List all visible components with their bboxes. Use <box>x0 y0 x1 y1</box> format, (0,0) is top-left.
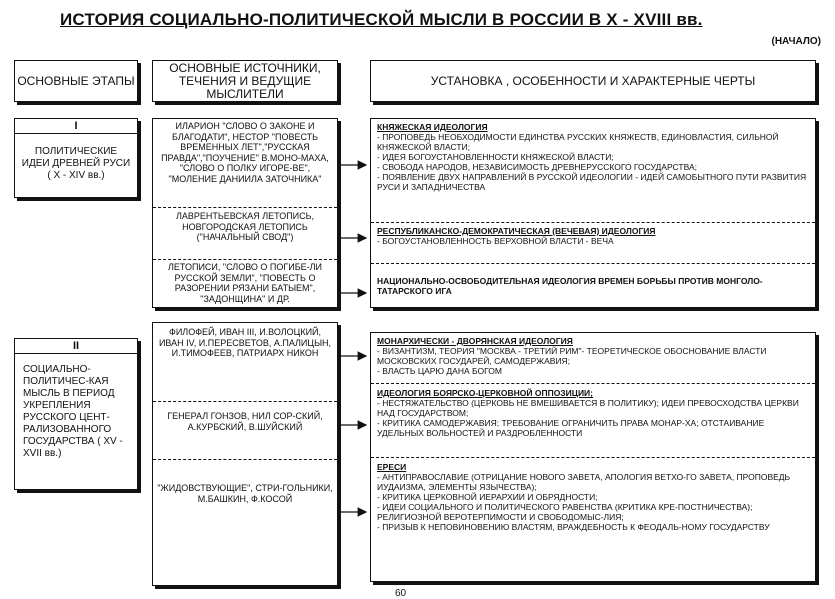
header-sources: ОСНОВНЫЕ ИСТОЧНИКИ, ТЕЧЕНИЯ И ВЕДУЩИЕ МЫСЛИТЕЛИ <box>152 60 338 102</box>
page-subtitle: (НАЧАЛО) <box>771 36 821 47</box>
page-number: 60 <box>395 588 407 599</box>
feature-heading: ИДЕОЛОГИЯ БОЯРСКО-ЦЕРКОВНОЙ ОППОЗИЦИИ; <box>377 388 593 398</box>
source-item: ФИЛОФЕЙ, ИВАН III, И.ВОЛОЦКИЙ, ИВАН IV, И.ПЕРЕСВЕТОВ, А.ПАЛИЦЫН, И.ТИМОФЕЕВ, ПАТРИАРХ НИКОН <box>158 327 332 358</box>
source-item: ИЛАРИОН "СЛОВО О ЗАКОНЕ И БЛАГОДАТИ", НЕСТОР "ПОВЕСТЬ ВРЕМЕННЫХ ЛЕТ","РУССКАЯ ПРАВДА","ПОУЧЕНИЕ" В.МОНО-МАХА, "СЛОВО О ПОЛКУ ИГОРЕ-ВЕ", "МОЛЕНИЕ ДАНИИЛА ЗАТОЧНИКА" <box>161 121 329 184</box>
feature-body: - БОГОУСТАНОВЛЕННОСТЬ ВЕРХОВНОЙ ВЛАСТИ - ВЕЧА <box>377 236 614 246</box>
feature-heading: МОНАРХИЧЕСКИ - ДВОРЯНСКАЯ ИДЕОЛОГИЯ <box>377 336 573 346</box>
feature-body: - ПРОПОВЕДЬ НЕОБХОДИМОСТИ ЕДИНСТВА РУССКИХ КНЯЖЕСТВ, ЕДИНОВЛАСТИЯ, СИЛЬНОЙ КНЯЖЕСКОЙ ВЛАСТИ; - ИДЕЯ БОГОУСТАНОВЛЕННОСТИ КНЯЖЕСКОЙ ВЛАСТИ; - СВОБОДА НАРОДОВ, НЕЗАВИСИМОСТЬ ДРЕВНЕРУССКОГО ГОСУДАРСТВА; - ПОЯВЛЕНИЕ ДВУХ НАПРАВЛЕНИЙ В РУССКОЙ ИДЕОЛОГИИ - ИДЕЙ САМОБЫТНОГО ПУТИ РАЗВИТИЯ РУСИ И ЗАПАДНИЧЕСТВА <box>377 132 807 192</box>
stage-1-text: ПОЛИТИЧЕСКИЕ ИДЕИ ДРЕВНЕЙ РУСИ ( X - XIV вв.) <box>21 146 131 181</box>
source-item: "ЖИДОВСТВУЮЩИЕ", СТРИ-ГОЛЬНИКИ, М.БАШКИН, Ф.КОСОЙ <box>157 483 333 504</box>
source-item: ЛЕТОПИСИ, "СЛОВО О ПОГИБЕ-ЛИ РУССКОЙ ЗЕМЛИ", "ПОВЕСТЬ О РАЗОРЕНИИ РЯЗАНИ БАТЫЕМ", "ЗАДОНЩИНА" И ДР. <box>167 262 322 304</box>
stage-2-number: II <box>15 339 137 354</box>
feature-body: НАЦИОНАЛЬНО-ОСВОБОДИТЕЛЬНАЯ ИДЕОЛОГИЯ ВРЕМЕН БОРЬБЫ ПРОТИВ МОНГОЛО-ТАТАРСКОГО ИГА <box>377 276 763 296</box>
feature-heading: КНЯЖЕСКАЯ ИДЕОЛОГИЯ <box>377 122 488 132</box>
stage-2-text: СОЦИАЛЬНО-ПОЛИТИЧЕС-КАЯ МЫСЛЬ В ПЕРИОД УКРЕПЛЕНИЯ РУССКОГО ЦЕНТ-РАЛИЗОВАННОГО ГОСУДАРСТВА ( XV - XVII вв.) <box>23 364 123 459</box>
feature-heading: ЕРЕСИ <box>377 462 407 472</box>
source-item: ГЕНЕРАЛ ГОНЗОВ, НИЛ СОР-СКИЙ, А.КУРБСКИЙ, В.ШУЙСКИЙ <box>167 411 323 432</box>
page-title: ИСТОРИЯ СОЦИАЛЬНО-ПОЛИТИЧЕСКОЙ МЫСЛИ В РОССИИ В X - XVIII вв. <box>60 10 703 29</box>
stage-1-number: I <box>15 119 137 134</box>
feature-body: - АНТИПРАВОСЛАВИЕ (ОТРИЦАНИЕ НОВОГО ЗАВЕТА, АПОЛОГИЯ ВЕТХО-ГО ЗАВЕТА, ПРОПОВЕДЬ ИУДАИЗМА, ЭЛЕМЕНТЫ ЯЗЫЧЕСТВА); - КРИТИКА ЦЕРКОВНОЙ ИЕРАРХИИ И ОБРЯДНОСТИ; - ИДЕИ СОЦИАЛЬНОГО И ПОЛИТИЧЕСКОГО РАВЕНСТВА (КРИТИКА КРЕ-ПОСТНИЧЕСТВА); РЕЛИГИОЗНОЙ ВЕРОТЕРПИМОСТИ И СВОБОДОМЫС-ЛИЯ; - ПРИЗЫВ К НЕПОВИНОВЕНИЮ ВЛАСТЯМ, ВРАЖДЕБНОСТЬ К ФЕОДАЛЬ-НОМУ ГОСУДАРСТВУ <box>377 472 791 532</box>
feature-heading: РЕСПУБЛИКАНСКО-ДЕМОКРАТИЧЕСКАЯ (ВЕЧЕВАЯ) ИДЕОЛОГИЯ <box>377 226 656 236</box>
feature-body: - ВИЗАНТИЗМ, ТЕОРИЯ "МОСКВА - ТРЕТИЙ РИМ"- ТЕОРЕТИЧЕСКОЕ ОБОСНОВАНИЕ ВЛАСТИ МОСКОВСКИХ ГОСУДАРЕЙ, САМОДЕРЖАВИЯ; - ВЛАСТЬ ЦАРЮ ДАНА БОГОМ <box>377 346 767 376</box>
header-stages: ОСНОВНЫЕ ЭТАПЫ <box>14 60 138 102</box>
header-features: УСТАНОВКА , ОСОБЕННОСТИ И ХАРАКТЕРНЫЕ ЧЕРТЫ <box>370 60 816 102</box>
feature-body: - НЕСТЯЖАТЕЛЬСТВО (ЦЕРКОВЬ НЕ ВМЕШИВАЕТСЯ В ПОЛИТИКУ); ИДЕИ ПРЕВОСХОДСТВА ЦЕРКВИ НАД ГОСУДАРСТВОМ; - КРИТИКА САМОДЕРЖАВИЯ; ТРЕБОВАНИЕ ОГРАНИЧИТЬ ПРАВА МОНАР-ХА; ОТСТАИВАНИЕ УДЕЛЬНЫХ ВОЛЬНОСТЕЙ И РАЗДРОБЛЕННОСТИ <box>377 398 799 438</box>
source-item: ЛАВРЕНТЬЕВСКАЯ ЛЕТОПИСЬ, НОВГОРОДСКАЯ ЛЕТОПИСЬ ("НАЧАЛЬНЫЙ СВОД") <box>175 211 315 242</box>
